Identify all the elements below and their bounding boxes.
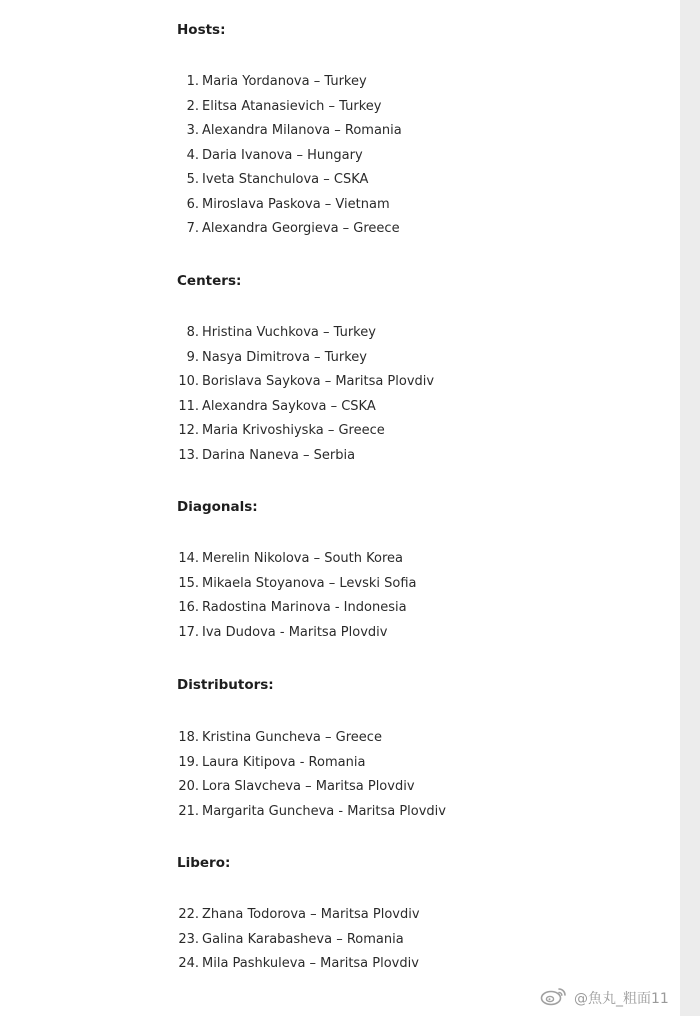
list-item: 22. Zhana Todorova – Maritsa Plovdiv [178, 907, 420, 922]
list-item: 17. Iva Dudova - Maritsa Plovdiv [178, 624, 388, 640]
watermark [540, 986, 669, 1010]
list-item: 21. Margarita Guncheva - Maritsa Plovdiv [178, 803, 446, 819]
list-item: 14. Merelin Nikolova – South Korea [178, 551, 403, 566]
distributors-list [0, 726, 480, 824]
section-heading-distributors: Distributors: [177, 677, 274, 693]
list-item: 15. Mikaela Stoyanova – Levski Sofia [178, 575, 417, 591]
list-item: 16. Radostina Marinova - Indonesia [178, 600, 407, 615]
list-item: 7. Alexandra Georgieva – Greece [186, 221, 400, 236]
list-item: 8. Hristina Vuchkova – Turkey [186, 325, 376, 340]
list-item: 19. Laura Kitipova - Romania [178, 754, 366, 770]
watermark-text: @魚丸_粗面11 [574, 991, 669, 1007]
libero-list [0, 903, 480, 977]
list-item: 4. Daria Ivanova – Hungary [186, 147, 363, 163]
list-item: 2. Elitsa Atanasievich – Turkey [186, 98, 382, 114]
page-edge-strip [680, 0, 700, 1016]
list-item: 10. Borislava Saykova – Maritsa Plovdiv [178, 374, 435, 389]
section-heading-diagonals: Diagonals: [177, 499, 258, 515]
diagonals-list [0, 547, 480, 645]
list-item: 6. Miroslava Paskova – Vietnam [186, 196, 390, 212]
hosts-list [0, 70, 480, 242]
list-item: 11. Alexandra Saykova – CSKA [178, 398, 376, 414]
section-heading-hosts: Hosts: [177, 22, 226, 38]
list-item: 24. Mila Pashkuleva – Maritsa Plovdiv [178, 956, 419, 971]
section-heading-centers: Centers: [177, 273, 242, 289]
list-item: 9. Nasya Dimitrova – Turkey [186, 349, 367, 365]
list-item: 1. Maria Yordanova – Turkey [186, 74, 367, 89]
section-heading-libero: Libero: [177, 855, 231, 871]
list-item: 18. Kristina Guncheva – Greece [178, 730, 382, 745]
centers-list [0, 321, 480, 468]
list-item: 23. Galina Karabasheva – Romania [178, 931, 404, 947]
list-item: 3. Alexandra Milanova – Romania [186, 123, 402, 138]
weibo-icon [540, 985, 568, 1011]
list-item: 13. Darina Naneva – Serbia [178, 447, 356, 463]
list-item: 20. Lora Slavcheva – Maritsa Plovdiv [178, 779, 415, 794]
list-item: 5. Iveta Stanchulova – CSKA [186, 172, 369, 187]
list-item: 12. Maria Krivoshiyska – Greece [178, 423, 385, 438]
